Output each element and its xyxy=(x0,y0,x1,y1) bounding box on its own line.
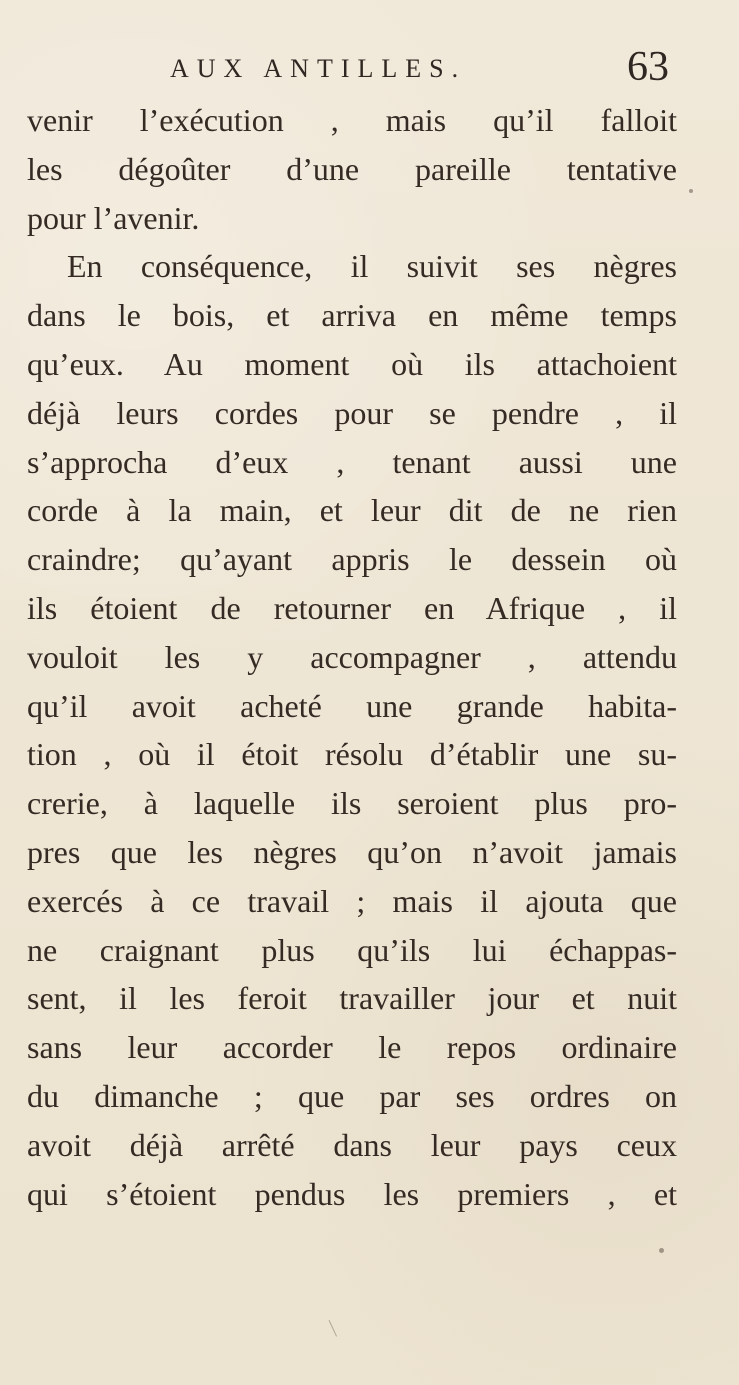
page-number: 63 xyxy=(627,44,669,90)
paragraph-first-line: En conséquence, il suivit ses nègres xyxy=(67,248,677,285)
text-line: qu’eux. Au moment où ils attachoient xyxy=(27,345,677,382)
paper-speck xyxy=(689,189,693,193)
text-line: pour l’avenir. xyxy=(27,199,200,236)
running-head: AUX ANTILLES. xyxy=(170,54,467,83)
text-line: crerie, à laquelle ils seroient plus pro- xyxy=(27,785,677,822)
text-line: vouloit les y accompagner , attendu xyxy=(27,638,677,675)
text-line: qui s’étoient pendus les premiers , et xyxy=(27,1175,677,1212)
text-line: s’approcha d’eux , tenant aussi une xyxy=(27,443,677,480)
text-line: qu’il avoit acheté une grande habita- xyxy=(27,687,677,724)
text-line: les dégoûter d’une pareille tentative xyxy=(27,150,677,187)
text-line: dans le bois, et arriva en même temps xyxy=(27,297,677,334)
page-header xyxy=(0,43,739,98)
text-line: avoit déjà arrêté dans leur pays ceux xyxy=(27,1126,677,1163)
text-line: ne craignant plus qu’ils lui échappas- xyxy=(27,931,677,968)
text-line: sans leur accorder le repos ordinaire xyxy=(27,1029,677,1066)
text-line: exercés à ce travail ; mais il ajouta que xyxy=(27,882,677,919)
text-line: sent, il les feroit travailler jour et nuit xyxy=(27,980,677,1017)
text-line: déjà leurs cordes pour se pendre , il xyxy=(27,394,677,431)
text-line: craindre; qu’ayant appris le dessein où xyxy=(27,541,677,578)
text-line: du dimanche ; que par ses ordres on xyxy=(27,1077,677,1114)
text-line: pres que les nègres qu’on n’avoit jamais xyxy=(27,833,677,870)
paper-speck xyxy=(659,1248,664,1253)
paper-mark xyxy=(329,1317,343,1336)
text-line: ils étoient de retourner en Afrique , il xyxy=(27,589,677,626)
body-text xyxy=(27,96,677,1218)
text-line: tion , où il étoit résolu d’établir une su- xyxy=(27,736,677,773)
text-line: venir l’exécution , mais qu’il falloit xyxy=(27,102,677,138)
text-line: corde à la main, et leur dit de ne rien xyxy=(27,492,677,529)
